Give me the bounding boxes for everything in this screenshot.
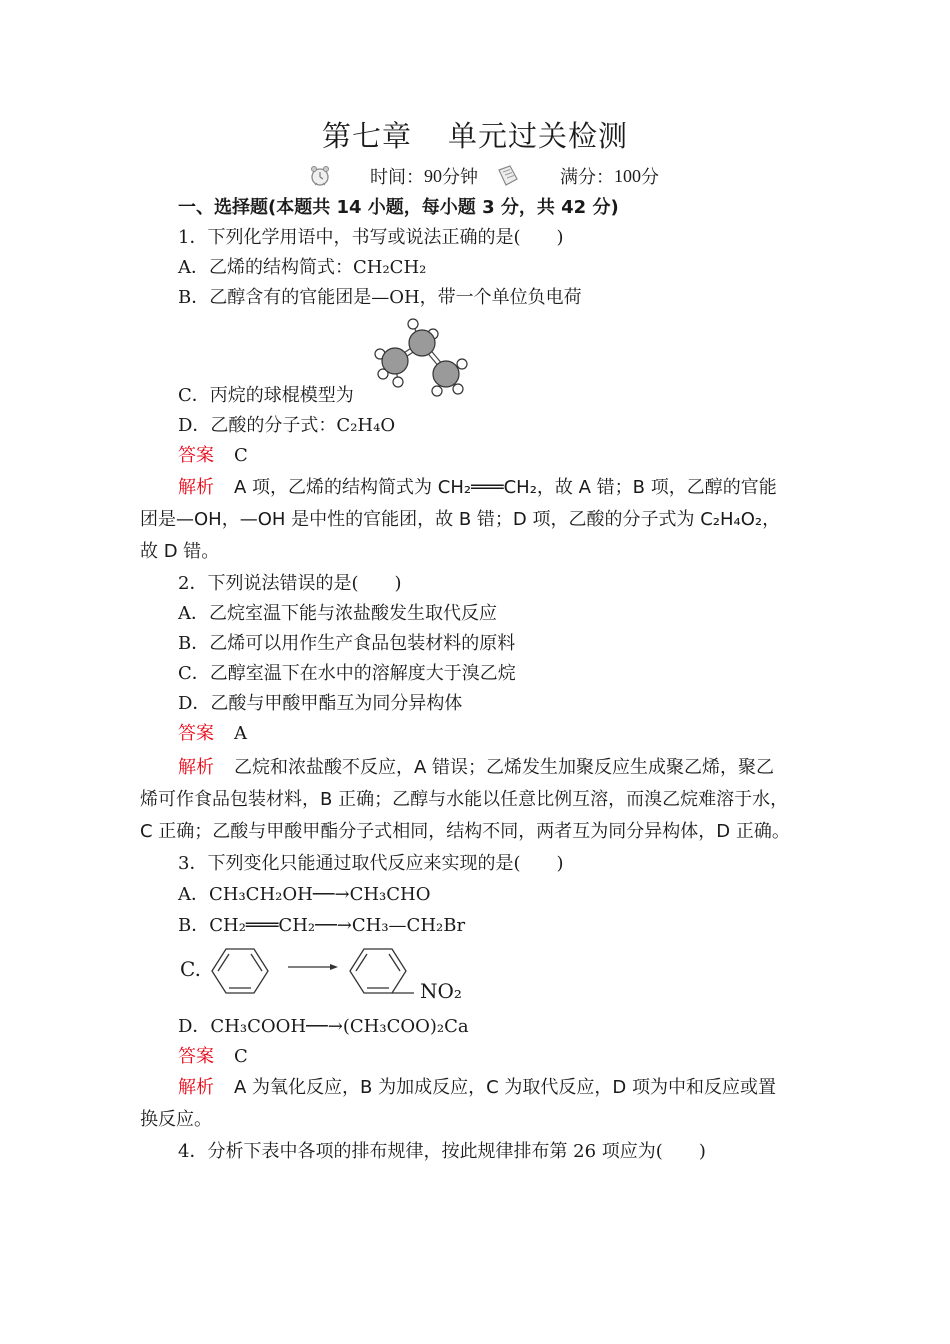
q3-answer xyxy=(178,1045,248,1069)
score-value: 100 xyxy=(614,165,641,186)
paper-icon xyxy=(496,164,520,188)
time-label: 时间： xyxy=(370,167,424,188)
q3-analysis-line-2: 换反应。 xyxy=(140,1109,212,1130)
q1-analysis-line-2: 团是—OH，—OH 是中性的官能团，故 B 错；D 项，乙酸的分子式为 C₂H₄O₂， xyxy=(140,509,781,530)
propane-ball-stick-model-image xyxy=(365,314,475,408)
answer-value: A xyxy=(234,723,247,744)
title-text: 单元过关检测 xyxy=(448,119,629,153)
answer-label: 答案 xyxy=(178,723,214,744)
q2-option-a: A．乙烷室温下能与浓盐酸发生取代反应 xyxy=(178,603,497,624)
q1-option-c: C．丙烷的球棍模型为 xyxy=(178,385,354,406)
analysis-label: 解析 xyxy=(178,1077,214,1098)
chapter-label: 第七章 xyxy=(321,119,412,153)
score-unit: 分 xyxy=(641,167,659,188)
q2-option-b: B．乙烯可以用作生产食品包装材料的原料 xyxy=(178,633,516,654)
question-2-stem: 2．下列说法错误的是( ) xyxy=(178,573,402,594)
answer-label: 答案 xyxy=(178,1046,214,1067)
nitro-group-label: NO₂ xyxy=(420,979,462,1003)
question-4-stem: 4．分析下表中各项的排布规律，按此规律排布第 26 项应为( ) xyxy=(178,1141,706,1162)
q3-analysis-line-1 xyxy=(178,1076,776,1100)
time-unit: 分钟 xyxy=(442,167,478,188)
page-title xyxy=(0,114,950,155)
answer-value: C xyxy=(234,445,248,466)
exam-meta xyxy=(308,163,659,189)
q1-option-d: D．乙酸的分子式：C₂H₄O xyxy=(178,415,396,436)
q3-option-a: A．CH₃CH₂OH──→CH₃CHO xyxy=(178,884,431,905)
q3-option-c-label: C. xyxy=(180,957,201,981)
q2-option-d: D．乙酸与甲酸甲酯互为同分异构体 xyxy=(178,693,463,714)
q2-analysis-line-1 xyxy=(178,756,774,780)
alarm-clock-icon xyxy=(308,164,332,188)
q3-option-b: B．CH₂═══CH₂──→CH₃—CH₂Br xyxy=(178,915,466,936)
score-label: 满分： xyxy=(560,167,614,188)
q3-option-d: D．CH₃COOH──→(CH₃COO)₂Ca xyxy=(178,1016,469,1037)
analysis-label: 解析 xyxy=(178,757,214,778)
analysis-text: 乙烷和浓盐酸不反应，A 错误；乙烯发生加聚反应生成聚乙烯，聚乙 xyxy=(234,757,775,778)
q2-option-c: C．乙醇室温下在水中的溶解度大于溴乙烷 xyxy=(178,663,516,684)
q2-answer xyxy=(178,722,247,746)
question-1-stem: 1．下列化学用语中，书写或说法正确的是( ) xyxy=(178,227,564,248)
q2-analysis-line-2: 烯可作食品包装材料，B 正确；乙醇与水能以任意比例互溶，而溴乙烷难溶于水， xyxy=(140,789,789,810)
q1-answer xyxy=(178,444,248,468)
answer-value: C xyxy=(234,1046,248,1067)
q1-option-b: B．乙醇含有的官能团是—OH，带一个单位负电荷 xyxy=(178,287,582,308)
time-value: 90 xyxy=(424,165,442,186)
q1-option-a: A．乙烯的结构简式：CH₂CH₂ xyxy=(178,257,427,278)
q1-analysis-line-1 xyxy=(178,476,777,500)
answer-label: 答案 xyxy=(178,445,214,466)
question-3-stem: 3．下列变化只能通过取代反应来实现的是( ) xyxy=(178,853,564,874)
analysis-text: A 为氧化反应，B 为加成反应，C 为取代反应，D 项为中和反应或置 xyxy=(234,1077,776,1098)
analysis-label: 解析 xyxy=(178,477,214,498)
analysis-text: A 项，乙烯的结构简式为 CH₂═══CH₂，故 A 错；B 项，乙醇的官能 xyxy=(234,477,777,498)
q2-analysis-line-3: C 正确；乙酸与甲酸甲酯分子式相同，结构不同，两者互为同分异构体，D 正确。 xyxy=(140,821,790,842)
section-heading: 一、选择题(本题共 14 小题，每小题 3 分，共 42 分) xyxy=(178,197,619,218)
q1-analysis-line-3: 故 D 错。 xyxy=(140,541,220,562)
